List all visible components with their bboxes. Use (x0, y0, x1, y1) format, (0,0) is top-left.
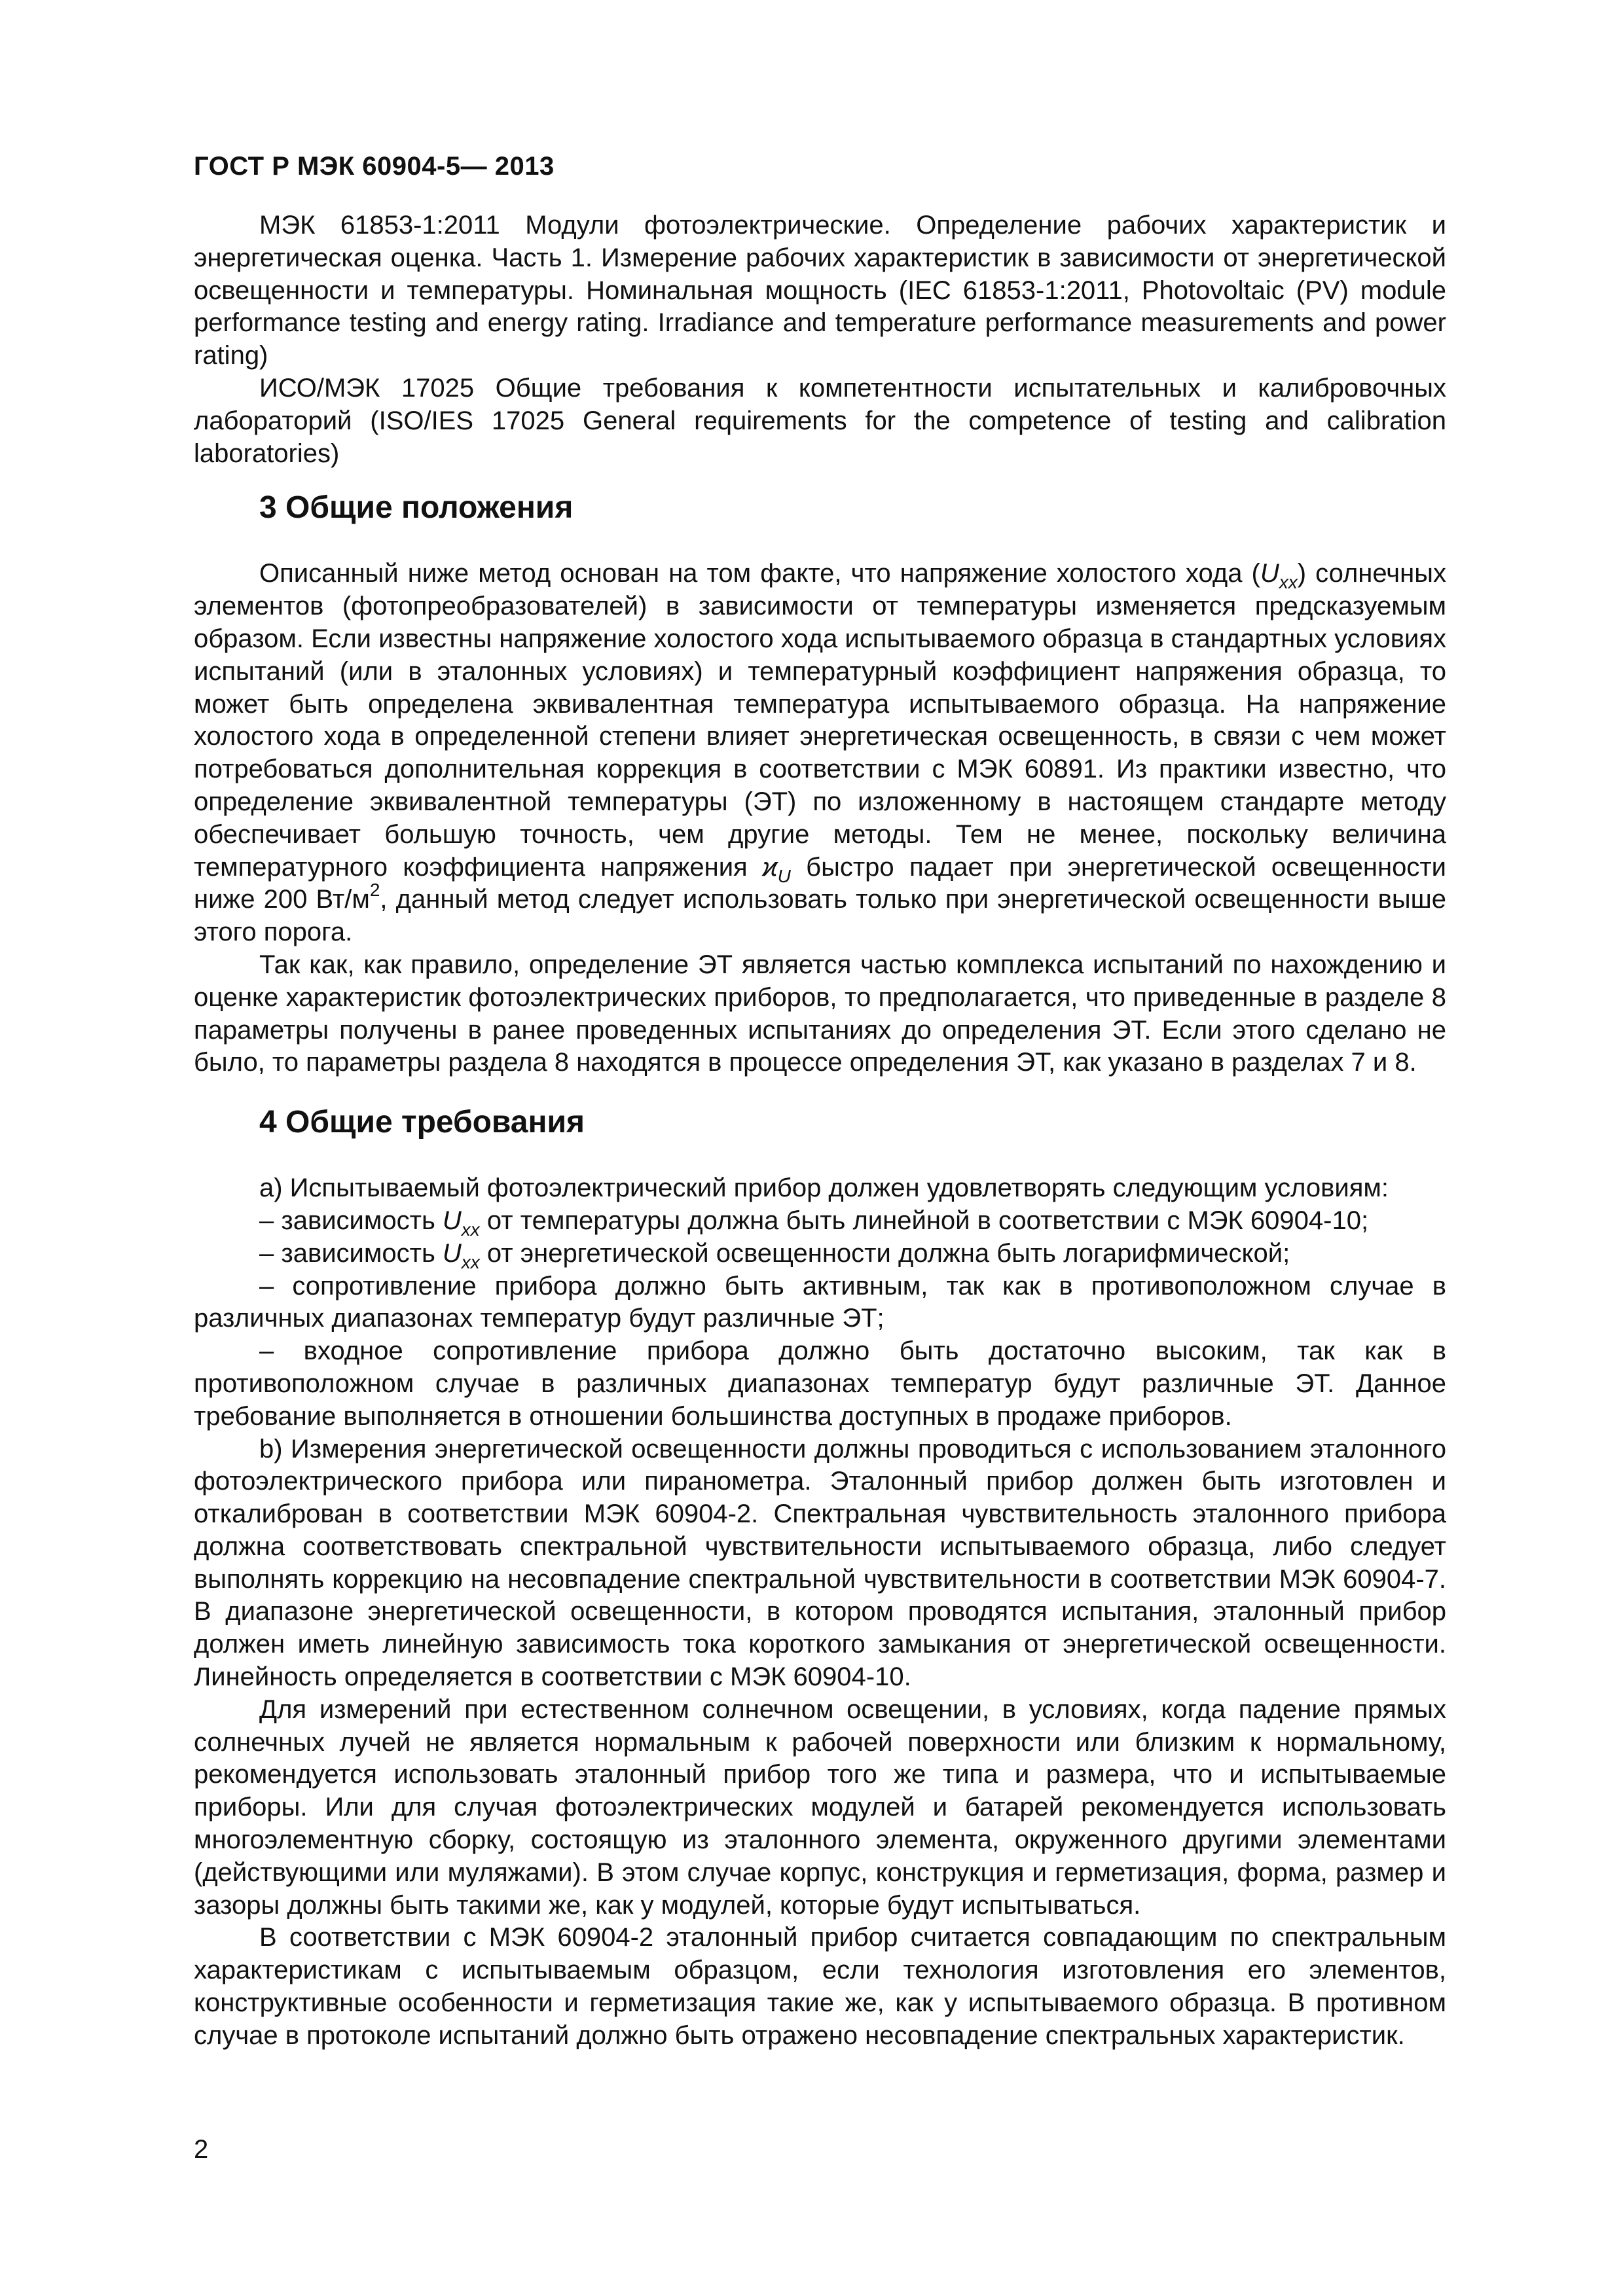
requirement-a-item-4: – входное сопротивление прибора должно быть достаточно высоким, так как в противоположном случае в различных диапазонах температур будут различные ЭТ. Данное требование выполняется в отношении большинства доступных в продаже приборов. (194, 1336, 1446, 1431)
requirement-a-item-2: – зависимость $U_{xx}$ от энергетической освещенности должна быть логарифмической; (259, 1238, 1290, 1272)
voltage-symbol: U (1260, 559, 1279, 588)
reference-iso-17025: ИСО/МЭК 17025 Общие требования к компетентности испытательных и калибровочных лабораторий (ISO/IES 17025 General requirements for the competence of testing and calibration laboratories) (194, 373, 1446, 468)
requirement-b-spectral-match: В соответствии с МЭК 60904-2 эталонный прибор считается совпадающим по спектральным характеристикам с испытываемым образцом, если технология изготовления его элементов, конструктивные особенности и герметизация такие же, как у испытываемого образца. В противном случае в протоколе испытаний должно быть отражено несовпадение спектральных характеристик. (194, 1923, 1446, 2050)
reference-iec-61853: МЭК 61853-1:2011 Модули фотоэлектрические. Определение рабочих характеристик и энергетическая оценка. Часть 1. Измерение рабочих характеристик в зависимости от энергетической освещенности и температуры. Номинальная мощность (IEC 61853-1:2011, Photovoltaic (PV) module performance testing and energy rating. Irradiance and temperature performance measurements and power rating) (194, 211, 1446, 370)
requirement-b-natural-light: Для измерений при естественном солнечном освещении, в условиях, когда падение прямых солнечных лучей не является нормальным к рабочей поверхности или близким к нормальному, рекомендуется использовать эталонный прибор того же типа и размера, что и испытываемые приборы. Или для случая фотоэлектрических модулей и батарей рекомендуется использовать многоэлементную сборку, состоящую из эталонного элемента, окруженного другими элементами (действующими или муляжами). В этом случае корпус, конструкция и герметизация, форма, размер и зазоры должны быть такими же, как у модулей, которые будут испытываться. (194, 1695, 1446, 1920)
section-3-paragraph-1: Описанный ниже метод основан на том факте, что напряжение холостого хода $(U_{xx})$ солнечных элементов (фотопреобразователей) в зависимости от температуры изменяется предсказуемым образом. Если известны напряжение холостого хода испытываемого образца в стандартных условиях испытаний (или в эталонных условиях) и температурный коэффициент напряжения образца, то может быть определена эквивалентная температура испытываемого образца. На напряжение холостого хода в определенной степени влияет энергетическая освещенность, в связи с чем может потребоваться дополнительная коррекция в соответствии с МЭК 60891. Из практики известно, что определение эквивалентной температуры (ЭТ) по изложенному в настоящем стандарте методу обеспечивает большую точность, чем другие методы. Тем не менее, поскольку величина температурного коэффициента напряжения $ϰ_U$ быстро падает при энергетической освещенности ниже 200 $Вт/м^2$, данный метод следует использовать только при энергетической освещенности выше этого порога. (194, 559, 1446, 947)
requirement-a-item-3: – сопротивление прибора должно быть активным, так как в противоположном случае в различных диапазонах температур будут различные ЭТ; (194, 1271, 1446, 1333)
section-3-paragraph-2: Так как, как правило, определение ЭТ является частью комплекса испытаний по нахождению и оценке характеристик фотоэлектрических приборов, то предполагается, что приведенные в разделе 8 параметры получены в ранее проведенных испытаниях до определения ЭТ. Если этого сделано не было, то параметры раздела 8 находятся в процессе определения ЭТ, как указано в разделах 7 и 8. (194, 950, 1446, 1077)
section-3-heading: 3 Общие положения (259, 490, 574, 526)
requirement-a-intro: a) Испытываемый фотоэлектрический прибор должен удовлетворять следующим условиям: (259, 1174, 1389, 1203)
kappa-symbol: ϰ (763, 852, 778, 882)
requirement-b: b) Измерения энергетической освещенности должны проводиться с использованием эталонного фотоэлектрического прибора или пиранометра. Эталонный прибор должен быть изготовлен и откалиброван в соответствии МЭК 60904-2. Спектральная чувствительность эталонного прибора должна соответствовать спектральной чувствительности испытываемого образца, либо следует выполнять коррекцию на несовпадение спектральной чувствительности в соответствии МЭК 60904-7. В диапазоне энергетической освещенности, в котором проводятся испытания, эталонный прибор должен иметь линейную зависимость тока короткого замыкания от энергетической освещенности. Линейность определяется в соответствии с МЭК 60904-10. (194, 1434, 1446, 1692)
page-number: 2 (194, 2135, 209, 2164)
requirement-a-item-1: – зависимость $U_{xx}$ от температуры должна быть линейной в соответствии с МЭК 60904-10; (259, 1206, 1369, 1240)
running-header: ГОСТ Р МЭК 60904-5— 2013 (194, 152, 555, 181)
section-4-heading: 4 Общие требования (259, 1105, 585, 1140)
page-body (194, 209, 1446, 2053)
